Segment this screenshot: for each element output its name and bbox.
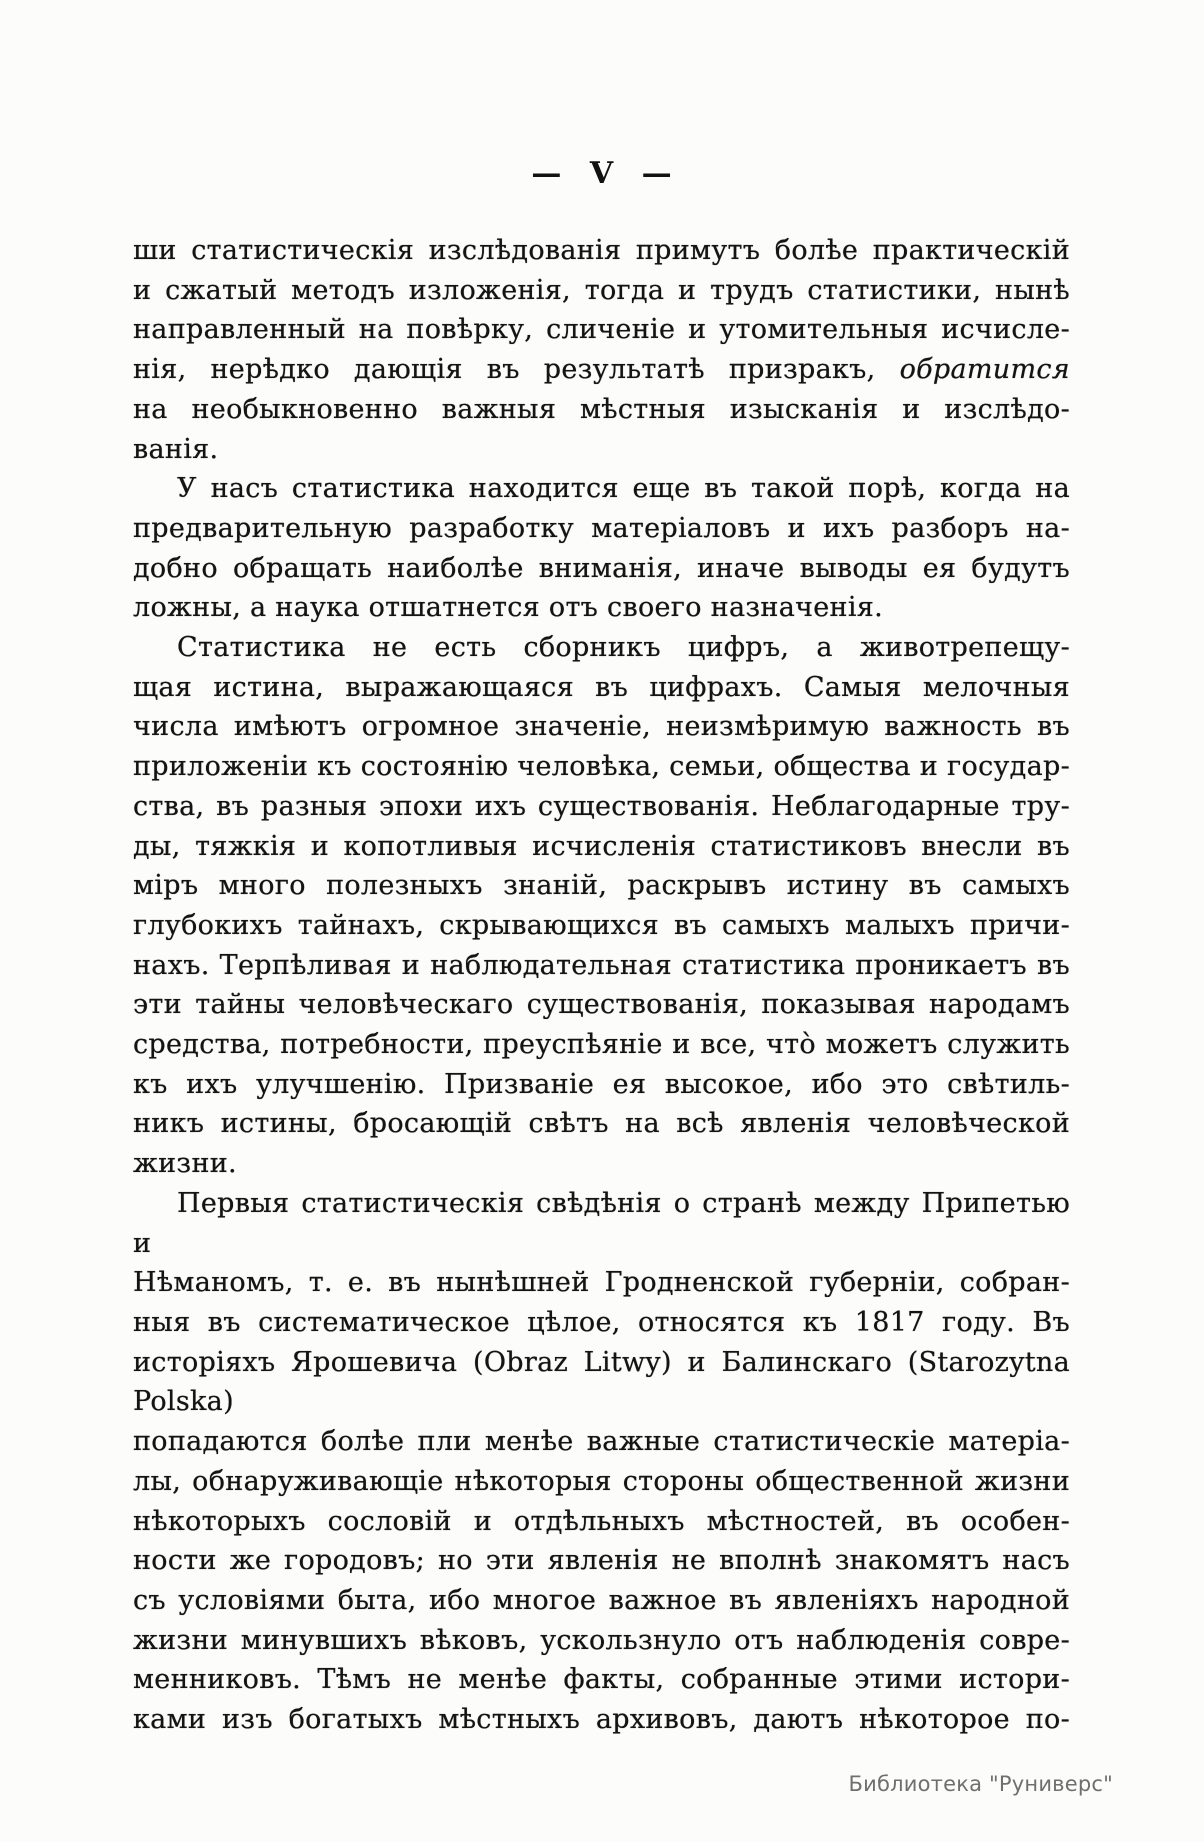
text-line: глубокихъ тайнахъ, скрывающихся въ самыхъ малыхъ причи- [133, 909, 1070, 941]
text-line: ши статистическія изслѣдованія примутъ болѣе практическій [133, 235, 1070, 266]
page-number: — V — [531, 156, 672, 191]
paragraph [133, 469, 1070, 628]
text-line: жизни минувшихъ вѣковъ, ускользнуло отъ наблюденія совре- [133, 1624, 1070, 1656]
text-block [133, 231, 1070, 1740]
text-line: попадаются болѣе пли менѣе важные статистическіе матеріа- [133, 1426, 1070, 1458]
text-line: міръ много полезныхъ знаній, раскрывъ истину въ самыхъ [133, 870, 1070, 902]
library-watermark: Библиотека "Руниверс" [848, 1772, 1113, 1796]
paragraph [133, 1184, 1070, 1740]
text-line: на необыкновенно важныя мѣстныя изысканія и изслѣдо- [133, 393, 1070, 425]
text-line: ды, тяжкія и копотливыя исчисленія статистиковъ внесли въ [133, 830, 1070, 862]
text-line: ванія. [133, 433, 219, 465]
paragraph [133, 231, 1070, 469]
text-line: приложеніи къ состоянію человѣка, семьи, общества и государ- [133, 751, 1070, 783]
text-line: Статистика не есть сборникъ цифръ, а животрепещу- [177, 632, 1070, 664]
text-line: У насъ статистика находится еще въ такой порѣ, когда на [177, 473, 1070, 505]
text-line: нѣкоторыхъ сословій и отдѣльныхъ мѣстностей, въ особен- [133, 1505, 1070, 1537]
text-line: предварительную разработку матеріаловъ и ихъ разборъ на- [133, 512, 1070, 544]
text-line: ками изъ богатыхъ мѣстныхъ архивовъ, даютъ нѣкоторое по- [133, 1704, 1070, 1736]
text-line: лы, обнаруживающіе нѣкоторыя стороны общественной жизни [133, 1465, 1070, 1497]
text-line: средства, потребности, преуспѣяніе и все, что̀ можетъ служить [133, 1029, 1070, 1061]
text-line: съ условіями быта, ибо многое важное въ явленіяхъ народной [133, 1584, 1070, 1616]
text-line: направленный на повѣрку, сличеніе и утомительныя исчисле- [133, 314, 1070, 346]
text-line: къ ихъ улучшенію. Призваніе ея высокое, ибо это свѣтиль- [133, 1068, 1070, 1100]
text-line: менниковъ. Тѣмъ не менѣе факты, собранные этими истори- [133, 1664, 1070, 1696]
text-line: нахъ. Терпѣливая и наблюдательная статистика проникаетъ въ [133, 949, 1070, 981]
text-line: ности же городовъ; но эти явленія не вполнѣ знакомятъ насъ [133, 1545, 1070, 1577]
text-line: ныя въ систематическое цѣлое, относятся къ 1817 году. Въ [133, 1306, 1070, 1338]
text-line: исторіяхъ Ярошевича (Obraz Litwy) и Балинскаго (Starozytna Polska) [133, 1346, 1070, 1418]
text-line: Первыя статистическія свѣдѣнія о странѣ между Припетью и [133, 1187, 1070, 1259]
text-line: щая истина, выражающаяся въ цифрахъ. Самыя мелочныя [133, 671, 1070, 703]
text-line: числа имѣютъ огромное значеніе, неизмѣримую важность въ [133, 711, 1070, 743]
text-line: Нѣманомъ, т. е. въ нынѣшней Гродненской губерніи, собран- [133, 1267, 1070, 1299]
paragraph [133, 628, 1070, 1184]
text-line: нія, нерѣдко дающія въ результатѣ призракъ, обратится [133, 354, 1070, 386]
text-line: добно обращать наиболѣе вниманія, иначе выводы ея будутъ [133, 552, 1070, 584]
text-line: жизни. [133, 1148, 237, 1180]
text-line: и сжатый методъ изложенія, тогда и трудъ статистики, нынѣ [133, 274, 1070, 306]
text-line: ложны, а наука отшатнется отъ своего назначенія. [133, 592, 883, 624]
text-line: никъ истины, бросающій свѣтъ на всѣ явленія человѣческой [133, 1108, 1070, 1140]
text-line: ства, въ разныя эпохи ихъ существованія. Неблагодарные тру- [133, 790, 1070, 822]
text-line: эти тайны человѣческаго существованія, показывая народамъ [133, 989, 1070, 1021]
